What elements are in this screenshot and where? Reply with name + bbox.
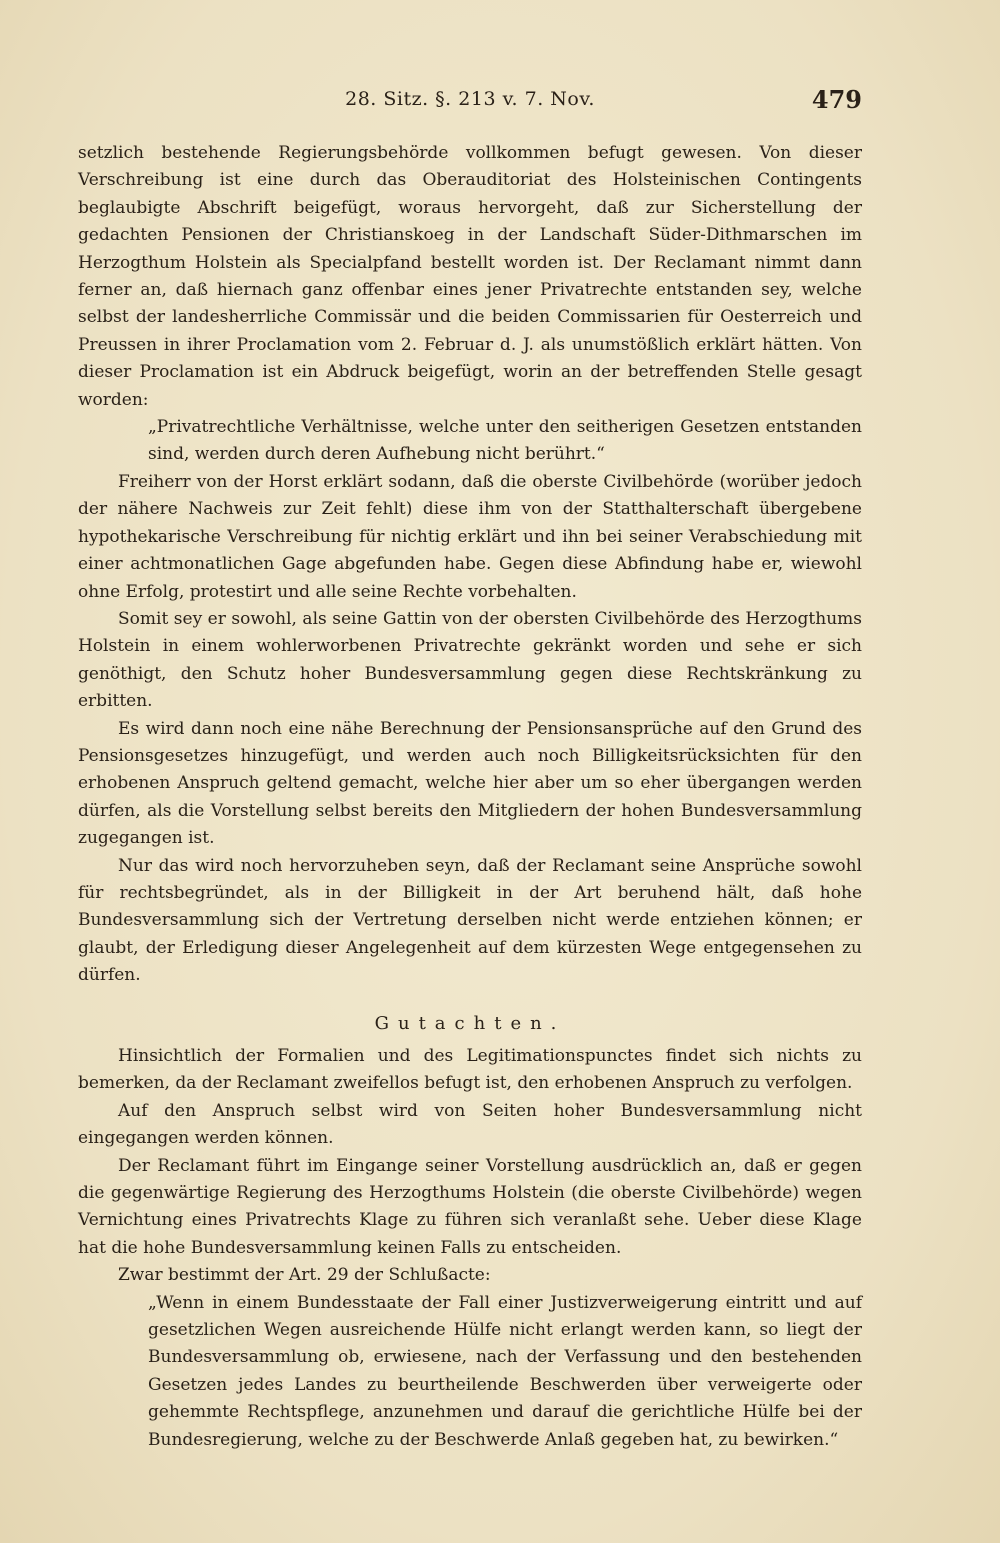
paragraph: Zwar bestimmt der Art. 29 der Schlußacte: xyxy=(118,1265,491,1286)
page-number: 479 xyxy=(811,85,862,114)
block-quote: „Wenn in einem Bundesstaate der Fall einer Justizverweigerung eintritt und auf gesetzlichen Wegen ausreichende Hülfe nicht erlangt werden kann, so liegt der Bundesversammlung ob, erwiesene, nach der Verfassung und den bestehenden Gesetzen jedes Landes zu beurtheilende Beschwerden über verweigerte oder gehemmte Rechtspflege, anzunehmen und darauf die gerichtliche Hülfe bei der Bundesregierung, welche zu der Beschwerde Anlaß gegeben hat, zu bewirken.“ xyxy=(148,1292,862,1450)
paragraph: Freiherr von der Horst erklärt sodann, daß die oberste Civilbehörde (worüber jedoch der nähere Nachweis zur Zeit fehlt) diese ihm von der Statthalterschaft übergebene hypothekarische Verschreibung für nichtig erklärt und ihn bei seiner Verabschiedung mit einer achtmonatlichen Gage abgefunden habe. Gegen diese Abfindung habe er, wiewohl ohne Erfolg, protestirt und alle seine Rechte vorbehalten. xyxy=(78,471,862,602)
block-quote: „Privatrechtliche Verhältnisse, welche unter den seitherigen Gesetzen entstanden sind, werden durch deren Aufhebung nicht berührt.“ xyxy=(148,417,862,465)
paragraph: Der Reclamant führt im Eingange seiner Vorstellung ausdrücklich an, daß er gegen die gegenwärtige Regierung des Herzogthums Holstein (die oberste Civilbehörde) wegen Vernichtung eines Privatrechts Klage zu führen sich veranlaßt sehe. Ueber diese Klage hat die hohe Bundesversammlung keinen Falls zu entscheiden. xyxy=(78,1155,862,1258)
paragraph: setzlich bestehende Regierungsbehörde vollkommen befugt gewesen. Von dieser Verschreibung ist eine durch das Oberauditoriat des Holsteinischen Contingents beglaubigte Abschrift beigefügt, woraus hervorgeht, daß zur Sicherstellung der gedachten Pensionen der Christianskoeg in der Landschaft Süder-Dithmarschen im Herzogthum Holstein als Specialpfand bestellt worden ist. Der Reclamant nimmt dann ferner an, daß hiernach ganz offenbar eines jener Privatrechte entstanden sey, welche selbst der landesherrliche Commissär und die beiden Commissarien für Oesterreich und Preussen in ihrer Proclamation vom 2. Februar d. J. als unumstößlich erklärt hätten. Von dieser Proclamation ist ein Abdruck beigefügt, worin an der betreffenden Stelle gesagt worden: xyxy=(78,143,862,410)
paragraph: Nur das wird noch hervorzuheben seyn, daß der Reclamant seine Ansprüche sowohl für rechtsbegründet, als in der Billigkeit in der Art beruhend hält, daß hohe Bundesversammlung sich der Vertretung derselben nicht werde entziehen können; er glaubt, der Erledigung dieser Angelegenheit auf dem kürzesten Wege entgegensehen zu dürfen. xyxy=(78,855,862,986)
paragraph: Auf den Anspruch selbst wird von Seiten hoher Bundesversammlung nicht eingegangen werden können. xyxy=(78,1100,862,1149)
paragraph: Es wird dann noch eine nähe Berechnung der Pensionsansprüche auf den Grund des Pensionsgesetzes hinzugefügt, und werden auch noch Billigkeitsrücksichten für den erhobenen Anspruch geltend gemacht, welche hier aber um so eher übergangen werden dürfen, als die Vorstellung selbst bereits den Mitgliedern der hohen Bundesversammlung zugegangen ist. xyxy=(78,718,862,849)
running-head: 28. Sitz. §. 213 v. 7. Nov. xyxy=(345,88,595,110)
paragraph: Somit sey er sowohl, als seine Gattin von der obersten Civilbehörde des Herzogthums Holstein in einem wohlerworbenen Privatrechte gekränkt worden und sehe er sich genöthigt, den Schutz hoher Bundesversammlung gegen diese Rechtskränkung zu erbitten. xyxy=(78,608,862,712)
page-header xyxy=(78,85,862,122)
body-text xyxy=(78,140,862,1454)
paragraph: Hinsichtlich der Formalien und des Legitimationspunctes findet sich nichts zu bemerken, da der Reclamant zweifellos befugt ist, den erhobenen Anspruch zu verfolgen. xyxy=(78,1046,862,1094)
section-heading: Gutachten. xyxy=(374,1012,566,1034)
